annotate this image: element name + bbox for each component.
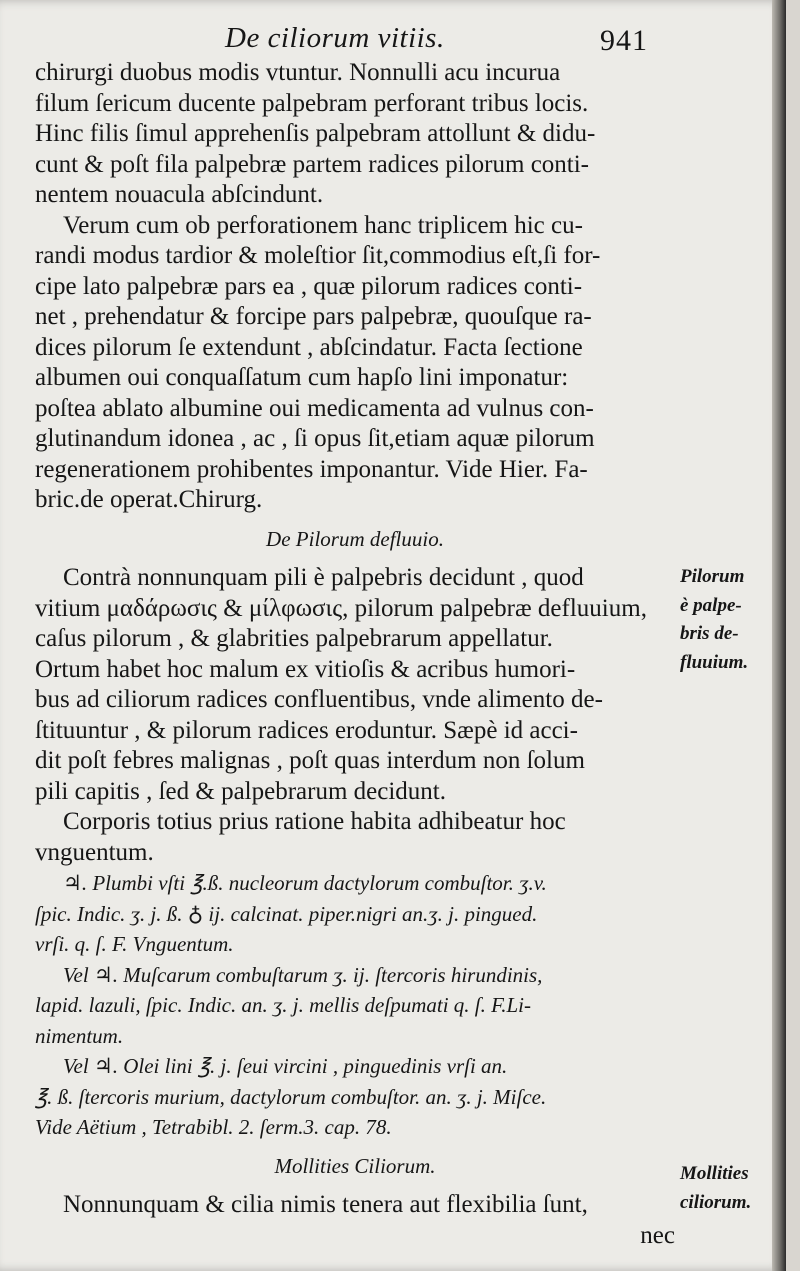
text-line: vitium μαδάρωσις & μίλφωσις, pilorum palpebræ defluuium, xyxy=(35,594,647,622)
text-line: dices pilorum ſe extendunt , abſcindatur. Facta ſectione xyxy=(35,333,583,361)
text-line: vnguentum. xyxy=(35,838,154,866)
text-line: pili capitis , ſed & palpebrarum decidunt. xyxy=(35,777,446,805)
margin-note-line: è palpe- xyxy=(680,594,742,616)
text-line: nentem nouacula abſcindunt. xyxy=(35,181,324,208)
text-line: ſpic. Indic. ʒ. j. ß. ♁ ij. calcinat. piper.nigri an.ʒ. j. pingued. xyxy=(35,901,538,926)
text-line: Verum cum ob perforationem hanc triplicem hic cu- xyxy=(63,211,583,239)
running-title: De ciliorum vitiis. xyxy=(225,22,445,54)
text-line: Corporis totius prius ratione habita adhibeatur hoc xyxy=(63,808,566,835)
text-line: Contrà nonnunquam pili è palpebris decidunt , quod xyxy=(63,564,584,591)
text-line: vrſi. q. ſ. F. Vnguentum. xyxy=(35,932,234,956)
text-line: poſtea ablato albumine oui medicamenta ad vulnus con- xyxy=(35,394,594,422)
text-line: Vel ♃. Olei lini ℥. j. ſeui vircini , pinguedinis vrſi an. xyxy=(63,1054,508,1078)
margin-note-line: Mollities xyxy=(680,1163,749,1184)
recipe xyxy=(35,868,675,960)
text-line: Ortum habet hoc malum ex vitioſis & acribus humori- xyxy=(35,655,576,683)
margin-note-line: ciliorum. xyxy=(680,1191,752,1213)
margin-note-line: Pilorum xyxy=(680,566,745,587)
text-line: nimentum. xyxy=(35,1023,124,1048)
text-line: net , prehendatur & forcipe pars palpebræ, quouſque ra- xyxy=(35,303,592,330)
section-heading: De Pilorum defluuio. xyxy=(266,526,444,551)
text-line: lapid. lazuli, ſpic. Indic. an. ʒ. j. mellis deſpumati q. ſ. F.Li- xyxy=(35,993,532,1017)
text-line: caſus pilorum , & glabrities palpebrarum appellatur. xyxy=(35,625,553,652)
text-line: glutinandum idonea , ac , ſi opus ſit,etiam aquæ pilorum xyxy=(35,425,595,452)
paragraph xyxy=(35,563,675,807)
text-line: bric.de operat.Chirurg. xyxy=(35,486,263,513)
text-line: Vel ♃. Muſcarum combuſtarum ʒ. ij. ſtercoris hirundinis, xyxy=(63,962,543,987)
text-line: Vide Aëtium , Tetrabibl. 2. ſerm.3. cap. 78. xyxy=(35,1115,392,1139)
recipe xyxy=(35,960,675,1052)
paragraph xyxy=(35,1190,675,1251)
text-line: chirurgi duobus modis vtuntur. Nonnulli acu incurua xyxy=(35,59,561,86)
margin-note-line: bris de- xyxy=(680,623,739,644)
text-column xyxy=(35,58,675,1251)
margin-note-line: fluuium. xyxy=(680,651,749,673)
text-line: ℥. ß. ſtercoris murium, dactylorum combuſtor. an. ʒ. j. Miſce. xyxy=(35,1084,547,1109)
paragraph xyxy=(35,58,675,211)
text-line: filum ſericum ducente palpebram perforant tribus locis. xyxy=(35,89,589,117)
margin-note xyxy=(680,1160,780,1217)
text-line: cunt & poſt fila palpebræ partem radices pilorum conti- xyxy=(35,150,590,178)
text-line: Hinc filis ſimul apprehenſis palpebram attollunt & didu- xyxy=(35,120,596,147)
text-line: cipe lato palpebræ pars ea , quæ pilorum radices conti- xyxy=(35,272,583,300)
catchword: nec xyxy=(640,1221,675,1249)
text-line: albumen oui conquaſſatum cum hapſo lini imponatur: xyxy=(35,364,569,391)
text-line: bus ad ciliorum radices confluentibus, vnde alimento de- xyxy=(35,686,603,713)
running-header xyxy=(0,22,786,62)
recipe xyxy=(35,1051,675,1143)
text-line: ♃. Plumbi vſti ℥.ß. nucleorum dactylorum combuſtor. ʒ.v. xyxy=(63,871,547,895)
text-line: Nonnunquam & cilia nimis tenera aut flexibilia ſunt, xyxy=(63,1191,588,1218)
section-heading: Mollities Ciliorum. xyxy=(274,1153,436,1178)
text-line: ſtituuntur , & pilorum radices eroduntur. Sæpè id acci- xyxy=(35,716,578,744)
text-line: dit poſt febres malignas , poſt quas interdum non ſolum xyxy=(35,747,585,774)
page-number: 941 xyxy=(600,24,648,57)
paragraph xyxy=(35,211,675,516)
margin-note xyxy=(680,563,780,677)
paragraph xyxy=(35,807,675,868)
text-line: regenerationem prohibentes imponantur. Vide Hier. Fa- xyxy=(35,455,588,483)
text-line: randi modus tardior & moleſtior ſit,commodius eſt,ſi for- xyxy=(35,242,601,269)
